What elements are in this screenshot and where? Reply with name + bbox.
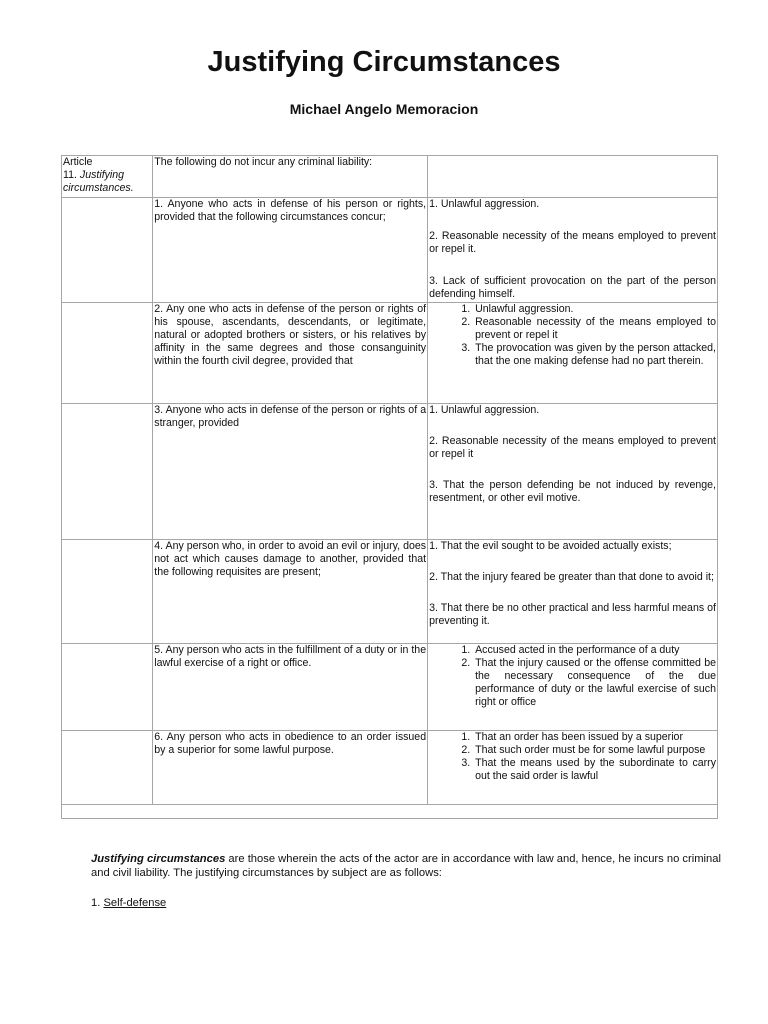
requisites-cell — [428, 198, 718, 303]
empty-cell — [428, 156, 718, 198]
requisite-item: 3. That the person defending be not induced by revenge, resentment, or other evil motive. — [429, 479, 716, 504]
table-row — [62, 198, 718, 303]
list-item-label: Self-defense — [103, 897, 167, 909]
definition-paragraph — [91, 852, 721, 880]
list-item: 3. That the means used by the subordinate to carry out the said order is lawful — [473, 757, 716, 783]
list-item: 1. That an order has been issued by a superior — [473, 731, 716, 744]
list-item: 1. Unlawful aggression. — [473, 303, 716, 316]
circumstance-cell — [153, 198, 428, 303]
requisite-item: 3. That there be no other practical and less harmful means of preventing it. — [429, 602, 716, 627]
article-label: Article — [63, 156, 93, 168]
requisites-list — [429, 303, 716, 368]
requisites-cell — [428, 303, 718, 404]
document-author: Michael Angelo Memoracion — [289, 101, 479, 117]
intro-cell — [153, 156, 428, 198]
article-cell — [62, 156, 153, 198]
empty-cell — [62, 644, 153, 731]
empty-cell — [62, 303, 153, 404]
requisite-item: 2. That the injury feared be greater than that done to avoid it; — [429, 571, 714, 583]
requisites-cell — [428, 644, 718, 731]
circumstance-cell — [153, 404, 428, 540]
empty-cell — [62, 198, 153, 303]
circumstance-text: 4. Any person who, in order to avoid an evil or injury, does not act which causes damage to another, provided that the following requisites are present; — [154, 540, 427, 578]
requisite-item: 1. Unlawful aggression. — [429, 404, 540, 416]
list-item: 1. Accused acted in the performance of a duty — [473, 644, 716, 657]
intro-text: The following do not incur any criminal liability: — [154, 156, 373, 168]
circumstance-text: 5. Any person who acts in the fulfillment of a duty or in the lawful exercise of a right or office. — [154, 644, 427, 669]
requisite-item: 3. Lack of sufficient provocation on the part of the person defending himself. — [429, 275, 716, 300]
requisite-item: 2. Reasonable necessity of the means employed to prevent or repel it. — [429, 230, 716, 255]
subject-list-item — [91, 897, 166, 909]
circumstance-cell — [153, 540, 428, 644]
empty-cell — [62, 805, 718, 819]
definition-text: are those wherein the acts of the actor are in accordance with law and, hence, he incurs no criminal and civil liability. The justifying circumstances by subject are as follows: — [91, 853, 721, 879]
defined-term: Justifying circumstances — [91, 853, 226, 865]
list-item: 2. Reasonable necessity of the means employed to prevent or repel it — [473, 316, 716, 342]
circumstance-cell — [153, 303, 428, 404]
justifying-circumstances-table — [61, 155, 718, 819]
requisites-cell — [428, 731, 718, 805]
list-item: 2. That such order must be for some lawful purpose — [473, 744, 716, 757]
requisites-list — [429, 731, 716, 783]
requisite-item: 1. Unlawful aggression. — [429, 198, 540, 210]
list-number: 1. — [91, 897, 104, 909]
empty-cell — [62, 404, 153, 540]
article-title: Justifying circumstances. — [63, 169, 134, 194]
empty-cell — [62, 731, 153, 805]
circumstance-cell — [153, 731, 428, 805]
document-title: Justifying Circumstances — [207, 46, 561, 78]
requisite-item: 1. That the evil sought to be avoided actually exists; — [429, 540, 672, 552]
table-row — [62, 540, 718, 644]
table-row — [62, 731, 718, 805]
circumstance-text: 3. Anyone who acts in defense of the person or rights of a stranger, provided — [154, 404, 427, 429]
requisites-list — [429, 644, 716, 709]
table-row — [62, 303, 718, 404]
table-row — [62, 156, 718, 198]
table-row — [62, 644, 718, 731]
requisites-cell — [428, 404, 718, 540]
article-number: 11. — [63, 169, 77, 181]
circumstance-text: 6. Any person who acts in obedience to an order issued by a superior for some lawful purpose. — [154, 731, 427, 756]
empty-cell — [62, 540, 153, 644]
list-item: 3. The provocation was given by the person attacked, that the one making defense had no part therein. — [473, 342, 716, 368]
list-item: 2. That the injury caused or the offense committed be the necessary consequence of the due performance of duty or the lawful exercise of such right or office — [473, 657, 716, 709]
circumstance-text: 2. Any one who acts in defense of the person or rights of his spouse, ascendants, descendants, or legitimate, natural or adopted brothers or sisters, or his relatives by affinity in the same degrees and those consanguinity within the fourth civil degree, provided that — [154, 303, 427, 367]
requisites-cell — [428, 540, 718, 644]
table-row — [62, 805, 718, 819]
requisite-item: 2. Reasonable necessity of the means employed to prevent or repel it — [429, 435, 716, 460]
circumstance-text: 1. Anyone who acts in defense of his person or rights, provided that the following circumstances concur; — [154, 198, 427, 223]
table-row — [62, 404, 718, 540]
circumstance-cell — [153, 644, 428, 731]
